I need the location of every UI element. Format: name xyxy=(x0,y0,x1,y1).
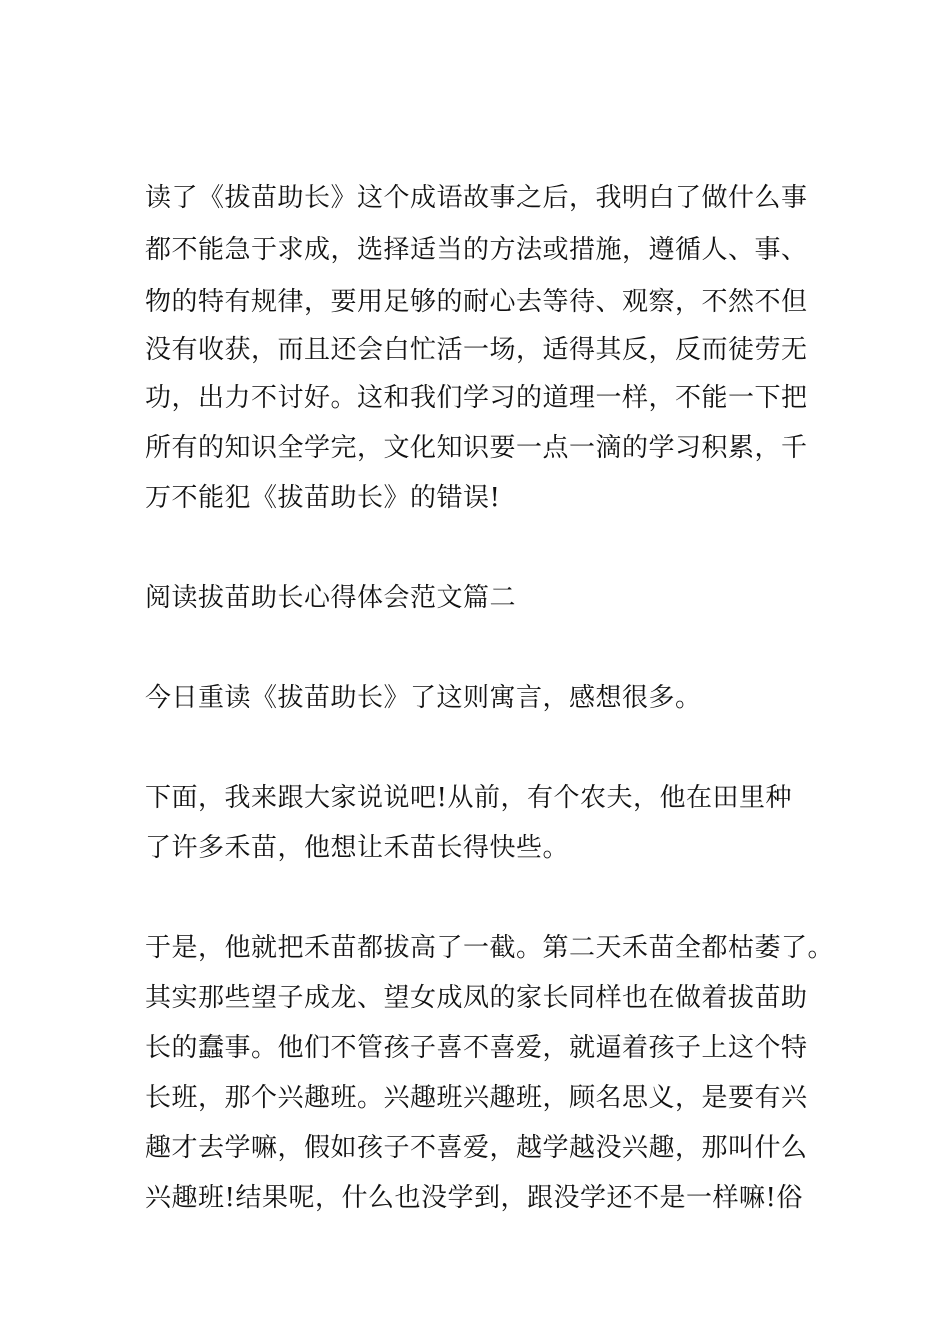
paragraph-1-line-2: 都不能急于求成，选择适当的方法或措施，遵循人、事、 xyxy=(145,235,808,265)
paragraph-4-line-1: 于是，他就把禾苗都拔高了一截。第二天禾苗全都枯萎了。 xyxy=(145,933,835,963)
paragraph-1-line-1: 读了《拔苗助长》这个成语故事之后，我明白了做什么事 xyxy=(145,183,808,213)
paragraph-4-line-5: 趣才去学嘛，假如孩子不喜爱，越学越没兴趣，那叫什么 xyxy=(145,1133,808,1163)
paragraph-4-line-6: 兴趣班!结果呢，什么也没学到，跟没学还不是一样嘛!俗 xyxy=(145,1183,803,1213)
paragraph-2-line-1: 今日重读《拔苗助长》了这则寓言，感想很多。 xyxy=(145,683,702,713)
section-heading: 阅读拔苗助长心得体会范文篇二 xyxy=(145,583,517,613)
paragraph-1-line-6: 所有的知识全学完，文化知识要一点一滴的学习积累，千 xyxy=(145,433,808,463)
paragraph-1-line-7: 万不能犯《拔苗助长》的错误! xyxy=(145,483,501,513)
paragraph-3-line-2: 了许多禾苗，他想让禾苗长得快些。 xyxy=(145,833,570,863)
paragraph-1-line-3: 物的特有规律，要用足够的耐心去等待、观察，不然不但 xyxy=(145,287,808,317)
paragraph-1-line-5: 功，出力不讨好。这和我们学习的道理一样，不能一下把 xyxy=(145,383,808,413)
paragraph-4-line-4: 长班，那个兴趣班。兴趣班兴趣班，顾名思义，是要有兴 xyxy=(145,1083,808,1113)
paragraph-1-line-4: 没有收获，而且还会白忙活一场，适得其反，反而徒劳无 xyxy=(145,335,808,365)
paragraph-4-line-3: 长的蠢事。他们不管孩子喜不喜爱，就逼着孩子上这个特 xyxy=(145,1033,808,1063)
paragraph-4-line-2: 其实那些望子成龙、望女成凤的家长同样也在做着拔苗助 xyxy=(145,983,808,1013)
paragraph-3-line-1: 下面，我来跟大家说说吧!从前，有个农夫，他在田里种 xyxy=(145,783,792,813)
